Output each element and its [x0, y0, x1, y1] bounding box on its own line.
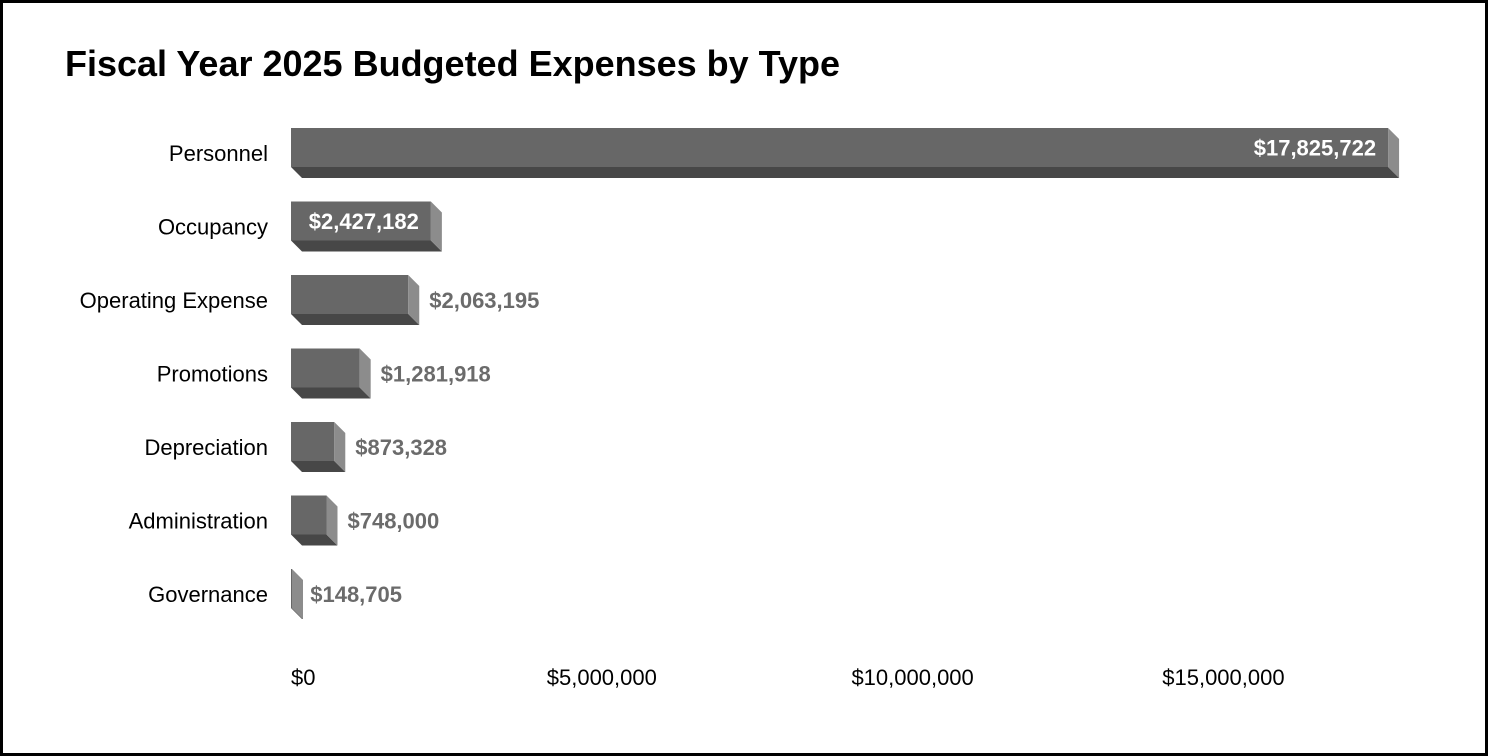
bar: [291, 128, 1388, 167]
bar-side-face: [292, 569, 303, 619]
bar-bottom-face: [291, 241, 442, 252]
bar: [291, 569, 292, 608]
bar-bottom-face: [291, 167, 1399, 178]
x-tick-label: $0: [291, 665, 316, 690]
bar-bottom-face: [291, 314, 419, 325]
data-label: $873,328: [355, 435, 448, 460]
data-label: $17,825,722: [1253, 135, 1377, 161]
data-label: $1,281,918: [380, 361, 491, 387]
chart-title: Fiscal Year 2025 Budgeted Expenses by Type: [65, 43, 841, 84]
category-label: Depreciation: [144, 435, 268, 460]
category-label: Operating Expense: [79, 288, 268, 313]
category-label: Personnel: [168, 141, 268, 166]
data-label: $748,000: [347, 508, 440, 534]
category-label: Promotions: [156, 361, 268, 387]
chart-plot: [3, 3, 1485, 753]
data-label: $2,427,182: [308, 209, 419, 234]
bar-bottom-face: [291, 388, 371, 399]
x-tick-label: $5,000,000: [546, 665, 657, 690]
category-label: Governance: [148, 582, 268, 607]
bar: [291, 275, 408, 314]
category-label: Administration: [128, 508, 268, 534]
bar: [291, 422, 334, 461]
x-tick-label: $10,000,000: [851, 665, 974, 690]
data-label: $2,063,195: [429, 288, 540, 313]
data-label: $148,705: [310, 582, 403, 607]
x-tick-label: $15,000,000: [1162, 665, 1285, 690]
category-label: Occupancy: [157, 214, 268, 240]
bar: [291, 349, 360, 388]
bar: [291, 496, 326, 535]
